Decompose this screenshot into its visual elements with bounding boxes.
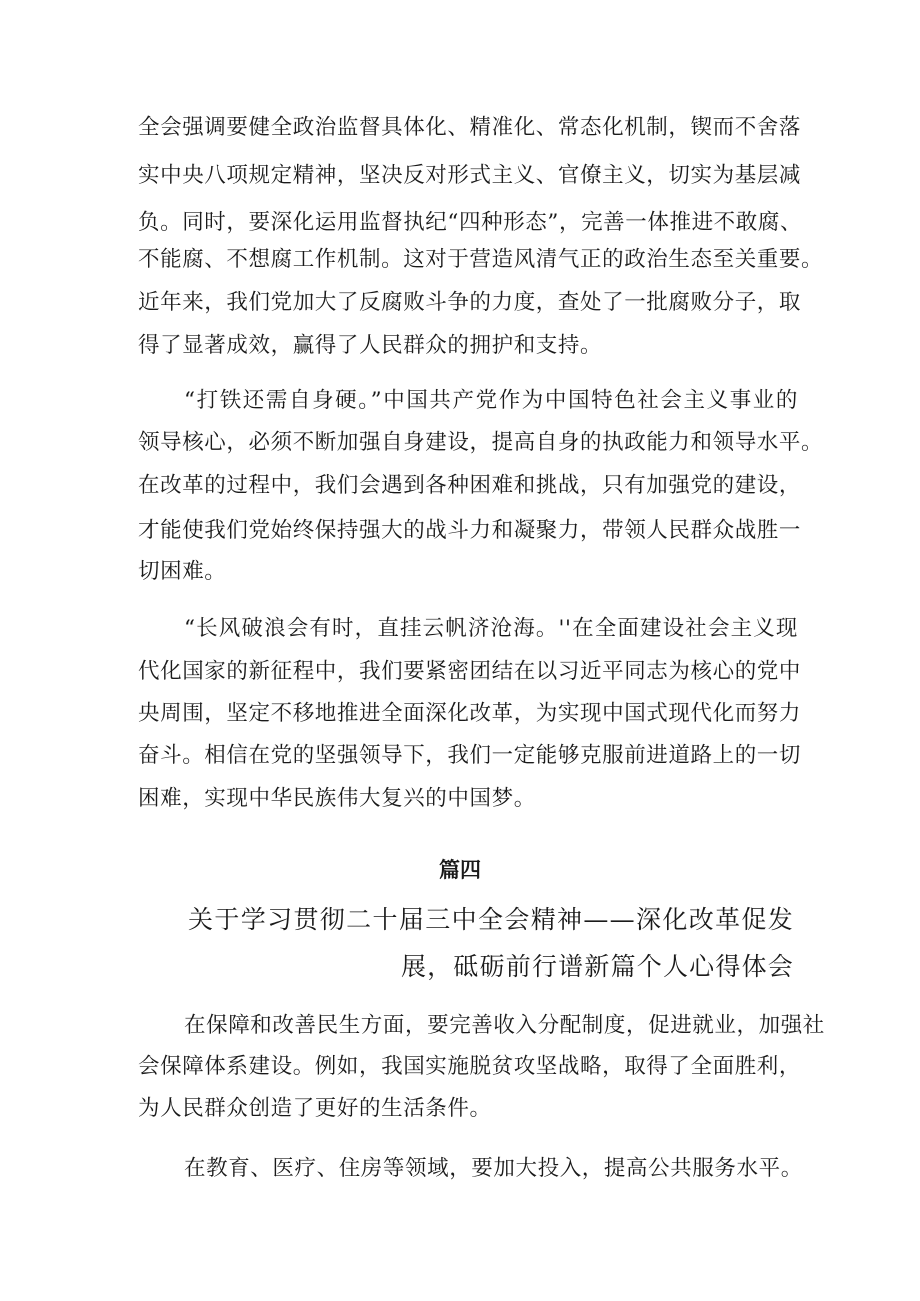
- paragraph-line: 在教育、医疗、住房等领域，要加大投入，提高公共服务水平。: [184, 1156, 803, 1181]
- paragraph-line: 央周围，坚定不移地推进全面深化改革，为实现中国式现代化而努力: [138, 701, 802, 726]
- paragraph-line: 近年来，我们党加大了反腐败斗争的力度，查处了一批腐败分子，取: [138, 290, 802, 315]
- paragraph-line: “长风破浪会有时，直挂云帆济沧海。''在全面建设社会主义现: [184, 616, 798, 641]
- paragraph-line: 代化国家的新征程中，我们要紧密团结在以习近平同志为核心的党中: [138, 659, 802, 684]
- section-title-line: 关于学习贯彻二十届三中全会精神——深化改革促发: [188, 905, 794, 934]
- paragraph-line: 困难，实现中华民族伟大复兴的中国梦。: [138, 786, 536, 811]
- paragraph-line: 会保障体系建设。例如，我国实施脱贫攻坚战略，取得了全面胜利，: [138, 1054, 802, 1079]
- paragraph-line: 实中央八项规定精神，坚决反对形式主义、官僚主义，切实为基层减: [138, 163, 802, 188]
- paragraph-line: 为人民群众创造了更好的生活条件。: [138, 1096, 492, 1121]
- paragraph-line: 才能使我们党始终保持强大的战斗力和凝聚力，带领人民群众战胜一: [138, 518, 802, 543]
- paragraph-line: 不能腐、不想腐工作机制。这对于营造风清气正的政治生态至关重要。: [138, 247, 824, 272]
- paragraph-line: 得了显著成效，赢得了人民群众的拥护和支持。: [138, 333, 603, 358]
- section-label: 篇四: [439, 858, 481, 882]
- paragraph-line: 全会强调要健全政治监督具体化、精准化、常态化机制，锲而不舍落: [138, 115, 802, 140]
- paragraph-line: 负。同时，要深化运用监督执纪“四种形态”，完善一体推进不敢腐、: [138, 210, 803, 235]
- section-title-line: 展，砥砺前行谱新篇个人心得体会: [400, 952, 794, 981]
- paragraph-line: 在改革的过程中，我们会遇到各种困难和挑战，只有加强党的建设，: [138, 473, 802, 498]
- paragraph-line: 奋斗。相信在党的坚强领导下，我们一定能够克服前进道路上的一切: [138, 743, 802, 768]
- paragraph-line: 领导核心，必须不断加强自身建设，提高自身的执政能力和领导水平。: [138, 430, 824, 455]
- paragraph-line: 在保障和改善民生方面，要完善收入分配制度，促进就业，加强社: [184, 1013, 825, 1038]
- paragraph-line: 切困难。: [138, 559, 227, 584]
- paragraph-line: “打铁还需自身硬。”中国共产党作为中国特色社会主义事业的: [184, 388, 798, 413]
